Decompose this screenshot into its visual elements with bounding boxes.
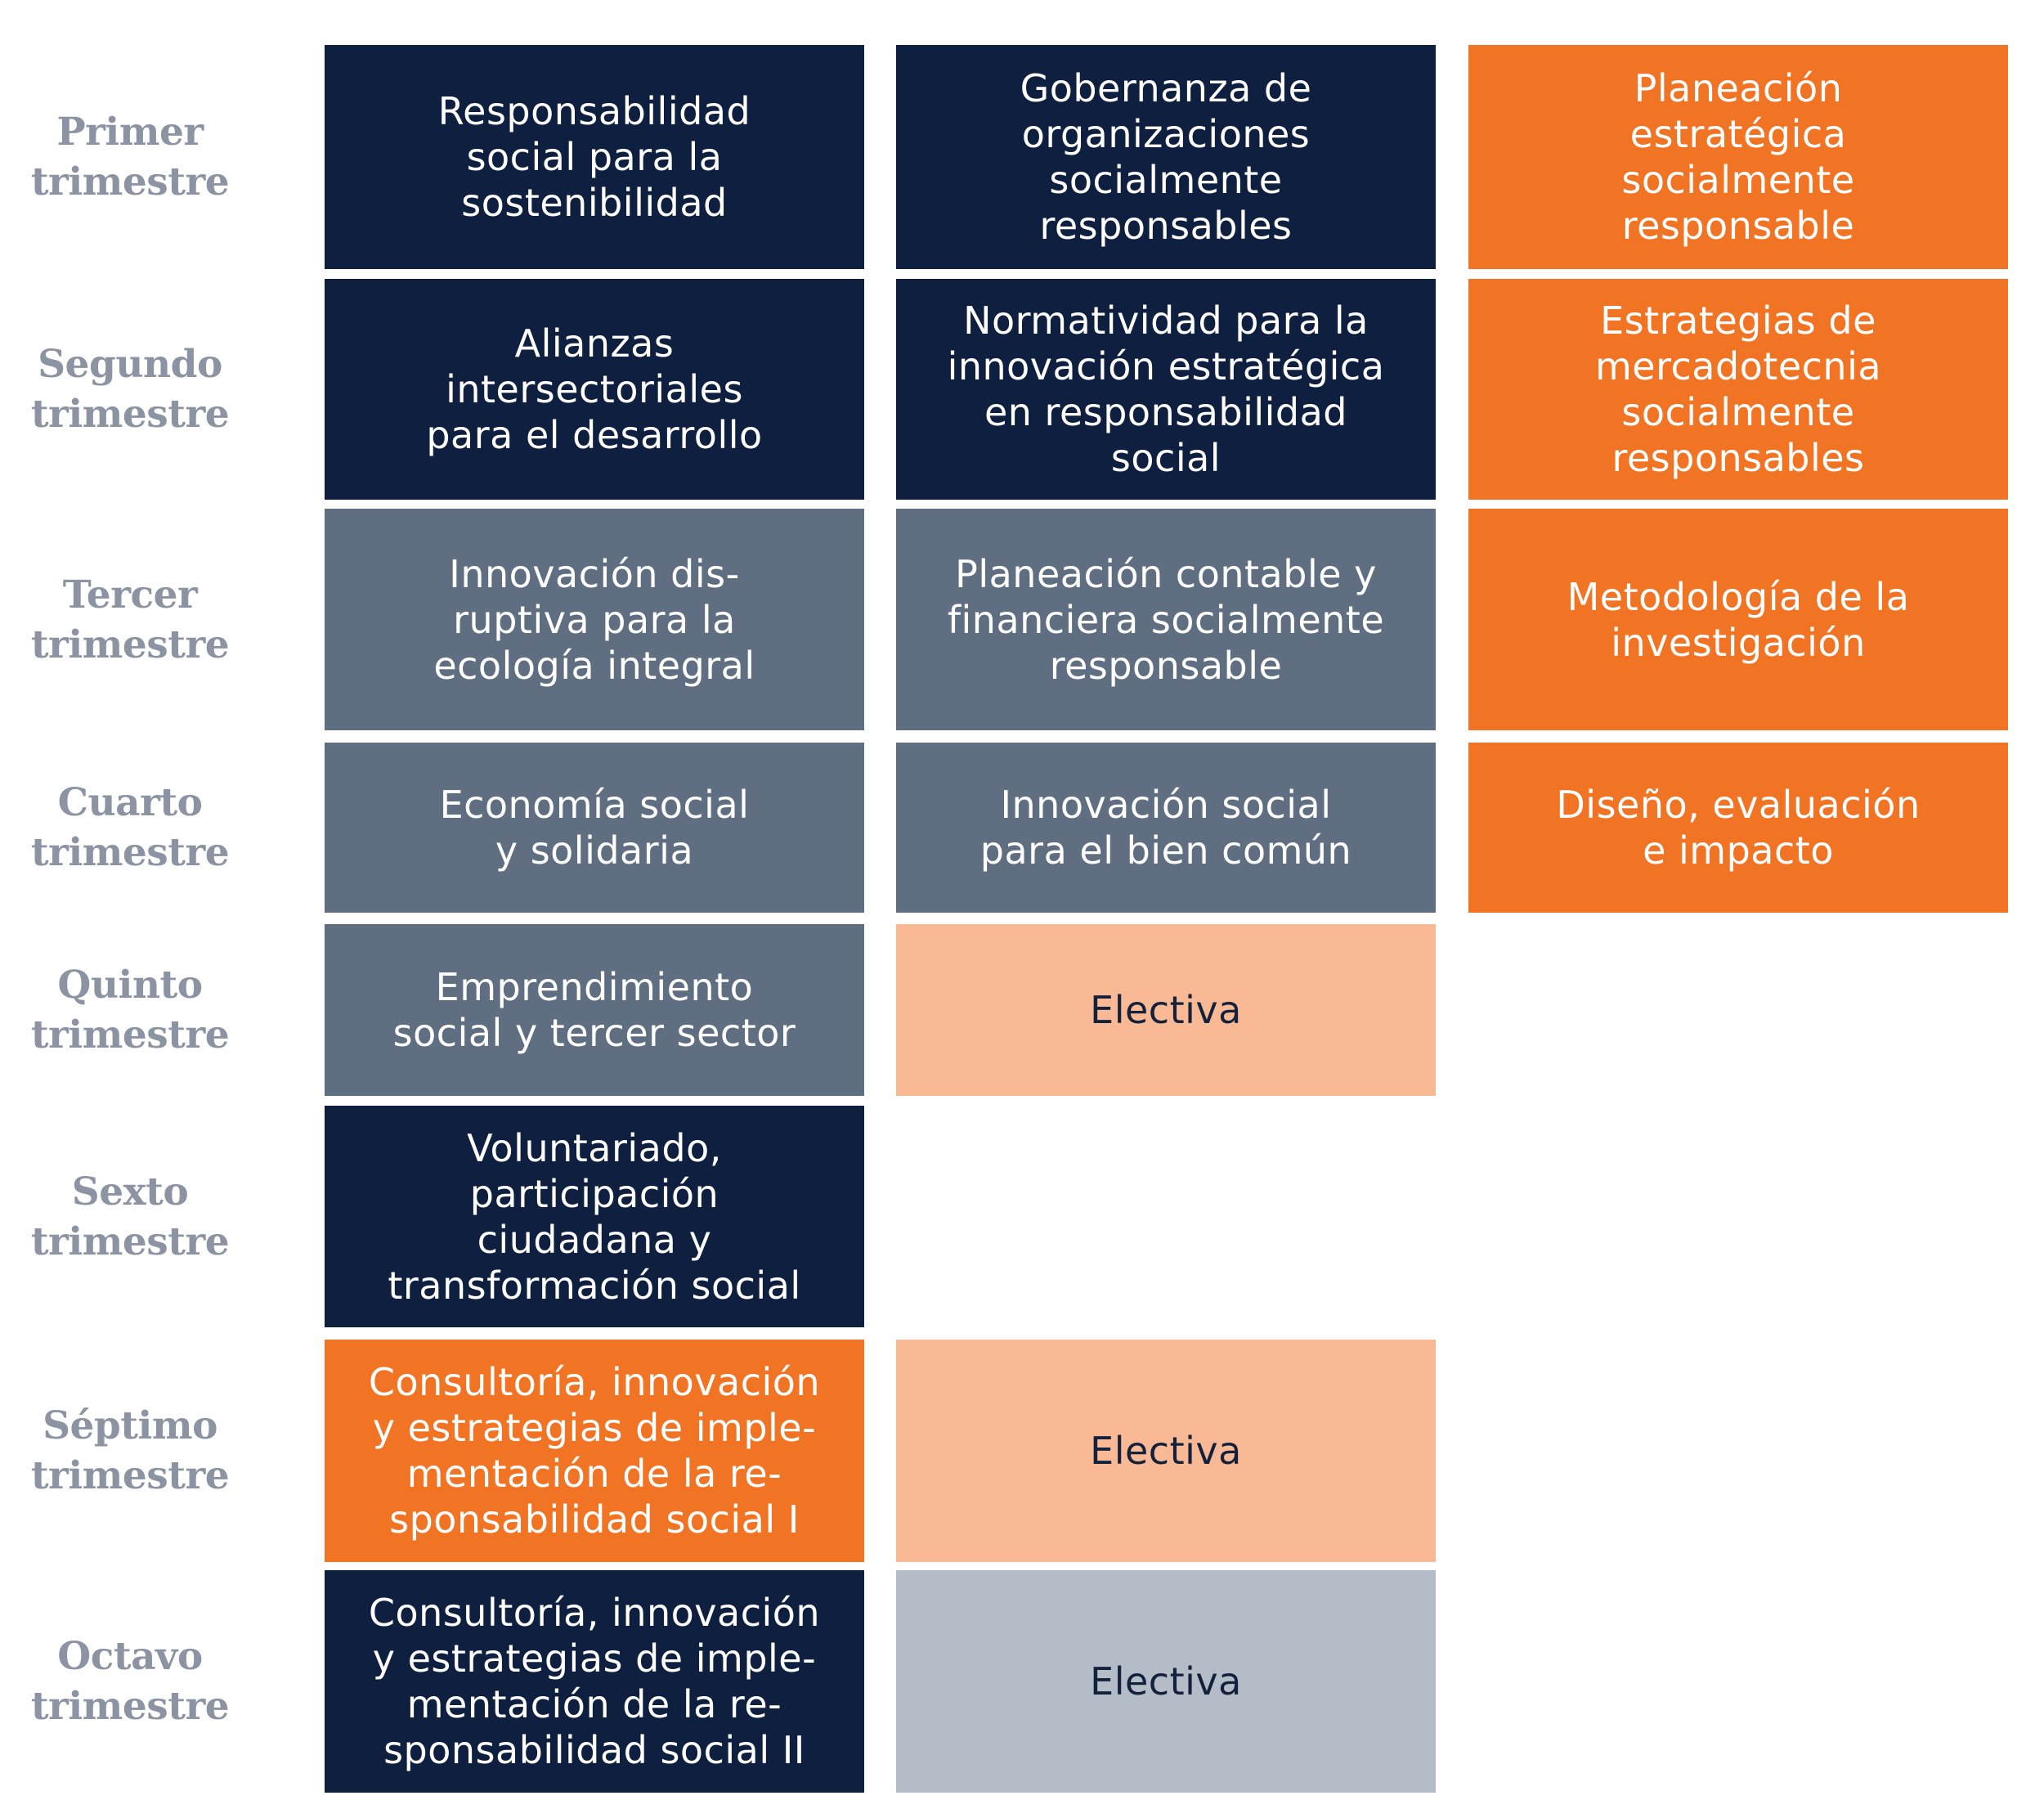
course-name: Planeación contable y financiera socialmente responsable — [947, 551, 1385, 688]
course-name: Normatividad para la innovación estratégica en responsabilidad social — [947, 299, 1385, 480]
course-cell-3-2 — [896, 509, 1436, 730]
course-name: Electiva — [1090, 1659, 1242, 1704]
course-name: Consultoría, innovación y estrategias de imple- mentación de la re- sponsabilidad social I — [368, 1360, 821, 1542]
course-name: Electiva — [1090, 988, 1242, 1032]
row-label-8: Octavo trimestre — [30, 1634, 230, 1729]
course-cell-1-3 — [1468, 45, 2008, 269]
course-name: Planeación estratégica socialmente responsable — [1621, 66, 1855, 248]
course-cell-5-1 — [325, 924, 864, 1096]
course-name: Metodología de la investigación — [1567, 574, 1910, 665]
course-cell-3-3 — [1468, 509, 2008, 730]
course-name: Innovación social para el bien común — [979, 783, 1352, 873]
course-name: Economía social y solidaria — [439, 783, 750, 873]
course-cell-2-1 — [325, 279, 864, 500]
course-name: Emprendimiento social y tercer sector — [392, 965, 796, 1055]
course-name: Gobernanza de organizaciones socialmente responsables — [1020, 66, 1312, 248]
course-cell-2-3 — [1468, 279, 2008, 500]
row-label-5: Quinto trimestre — [30, 963, 230, 1057]
row-label-6: Sexto trimestre — [30, 1169, 230, 1264]
course-cell-8-2 — [896, 1570, 1436, 1793]
course-name: Estrategias de mercadotecnia socialmente responsables — [1594, 299, 1882, 480]
course-name: Voluntariado, participación ciudadana y transformación social — [388, 1125, 801, 1308]
course-cell-4-3 — [1468, 743, 2008, 913]
course-cell-7-1 — [325, 1340, 864, 1562]
course-cell-4-2 — [896, 743, 1436, 913]
row-label-1: Primer trimestre — [30, 110, 230, 204]
course-cell-7-2 — [896, 1340, 1436, 1562]
course-cell-8-1 — [325, 1570, 864, 1793]
course-cell-1-2 — [896, 45, 1436, 269]
row-label-2: Segundo trimestre — [30, 342, 230, 437]
course-name: Electiva — [1090, 1429, 1242, 1473]
course-name: Alianzas intersectoriales para el desarrollo — [426, 321, 763, 457]
course-name: Consultoría, innovación y estrategias de imple- mentación de la re- sponsabilidad social II — [368, 1591, 821, 1772]
course-cell-6-1 — [325, 1106, 864, 1327]
course-name: Responsabilidad social para la sostenibilidad — [437, 89, 751, 225]
course-cell-1-1 — [325, 45, 864, 269]
row-label-4: Cuarto trimestre — [30, 780, 230, 875]
course-cell-4-1 — [325, 743, 864, 913]
course-cell-3-1 — [325, 509, 864, 730]
course-cell-2-2 — [896, 279, 1436, 500]
course-name: Innovación dis- ruptiva para la ecología integral — [433, 551, 755, 688]
course-cell-5-2 — [896, 924, 1436, 1096]
course-name: Diseño, evaluación e impacto — [1556, 783, 1921, 873]
row-label-7: Séptimo trimestre — [30, 1403, 230, 1498]
row-label-3: Tercer trimestre — [30, 572, 230, 667]
